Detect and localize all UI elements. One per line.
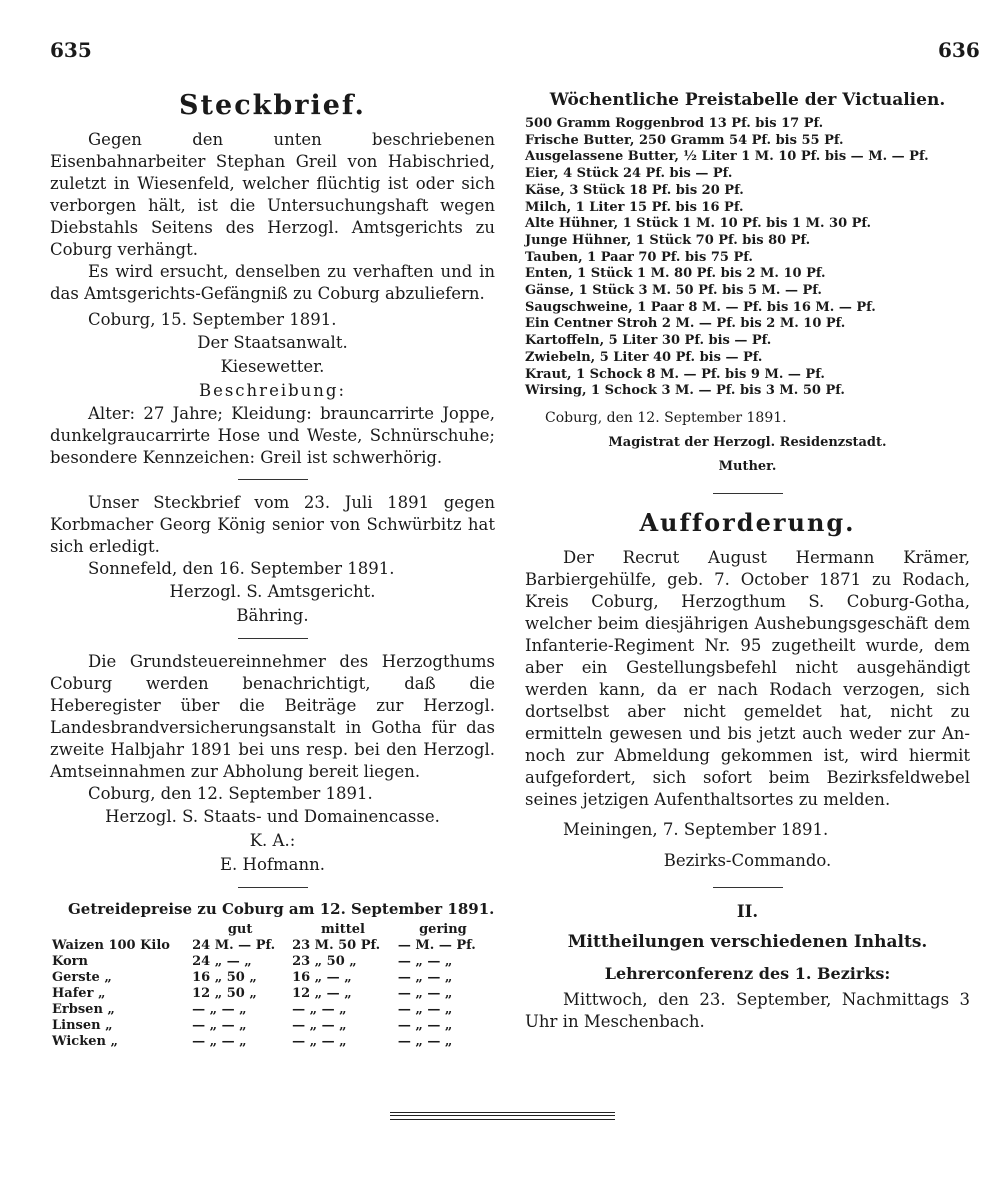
price-line: Tauben, 1 Paar 70 Pf. bis 75 Pf.: [525, 249, 753, 265]
steckbrief-paragraph-1: Gegen den unten beschriebenen Eisenbahnarbeiter Stephan Greil von Habischried, zuletzt in Wiesenfeld, welcher flüchtig ist oder sich verborgen hält, ist die Untersuchungshaft wegen Diebstahls Seitens des Herzogl. Amtsgerichts zu Coburg verhängt.: [50, 130, 495, 259]
grain-name: Wicken „: [52, 1034, 118, 1049]
steckbrief-erledigt-section: [50, 492, 495, 628]
erledigt-date: Sonnefeld, den 16. September 1891.: [88, 559, 395, 578]
table-row: [50, 938, 490, 954]
price-gut: — „ — „: [192, 1034, 247, 1049]
grain-name: Erbsen „: [52, 1002, 115, 1017]
price-line: Enten, 1 Stück 1 M. 80 Pf. bis 2 M. 10 Pf.: [525, 266, 826, 282]
steckbrief-section: [50, 90, 495, 469]
aufforderung-authority: Bezirks-Commando.: [663, 850, 832, 870]
price-line: Wirsing, 1 Schock 3 M. — Pf. bis 3 M. 50 Pf.: [525, 383, 845, 399]
aufforderung-title: Aufforderung.: [639, 507, 856, 537]
price-mittel: 23 „ 50 „: [292, 954, 357, 969]
preistabelle-signature: Muther.: [718, 458, 777, 474]
price-gering: — „ — „: [397, 986, 453, 1001]
grain-name: Linsen „: [52, 1018, 113, 1033]
table-row: [50, 970, 490, 986]
grain-name: Korn: [52, 954, 88, 969]
price-mittel: — „ — „: [292, 1018, 347, 1033]
price-gut: 24 M. — Pf.: [192, 938, 276, 953]
page-number-left: 635: [50, 38, 92, 62]
erledigt-authority: Herzogl. S. Amtsgericht.: [169, 582, 376, 601]
preistabelle-section: [525, 90, 970, 479]
price-line: Junge Hühner, 1 Stück 70 Pf. bis 80 Pf.: [525, 232, 811, 248]
price-mittel: 23 M. 50 Pf.: [292, 938, 381, 953]
price-mittel: — „ — „: [292, 1034, 347, 1049]
price-mittel: — „ — „: [292, 1002, 347, 1017]
price-gering: — „ — „: [397, 954, 453, 969]
closing-double-rule: [390, 1112, 615, 1120]
price-gering: — M. — Pf.: [397, 938, 476, 953]
grundsteuer-authority: Herzogl. S. Staats- und Domainencasse.: [105, 807, 440, 826]
grundsteuer-date: Coburg, den 12. September 1891.: [88, 784, 373, 803]
lehrerconferenz-text: Mittwoch, den 23. September, Nachmittags 3 Uhr in Meschenbach.: [525, 989, 970, 1031]
preistabelle-authority: Magistrat der Herzogl. Residenzstadt.: [608, 434, 887, 450]
price-line: Käse, 3 Stück 18 Pf. bis 20 Pf.: [525, 182, 744, 198]
getreide-section: [50, 900, 495, 1050]
steckbrief-description-heading: Beschreibung:: [198, 381, 347, 400]
getreide-table: [50, 922, 490, 1050]
price-line: Alte Hühner, 1 Stück 1 M. 10 Pf. bis 1 M. 30 Pf.: [525, 216, 872, 232]
col-header-gut: gut: [227, 922, 253, 937]
price-mittel: 16 „ — „: [292, 970, 352, 985]
preistabelle-title: Wöchentliche Preistabelle der Victualien.: [549, 90, 946, 110]
right-column: [525, 90, 970, 1033]
price-gut: — „ — „: [192, 1018, 247, 1033]
grain-name: Hafer „: [52, 986, 106, 1001]
price-line: Kraut, 1 Schock 8 M. — Pf. bis 9 M. — Pf.: [525, 366, 825, 382]
price-gering: — „ — „: [397, 1034, 453, 1049]
grain-name: Waizen 100 Kilo: [52, 938, 170, 953]
table-row: [50, 986, 490, 1002]
table-row: [50, 1034, 490, 1050]
price-gut: 24 „ — „: [192, 954, 252, 969]
steckbrief-authority: Der Staatsanwalt.: [197, 333, 348, 352]
section-two-title: Mittheilungen verschiedenen Inhalts.: [567, 931, 928, 952]
price-line: Kartoffeln, 5 Liter 30 Pf. bis — Pf.: [525, 333, 772, 349]
price-gut: 16 „ 50 „: [192, 970, 257, 985]
price-line: Ein Centner Stroh 2 M. — Pf. bis 2 M. 10 Pf.: [525, 316, 846, 332]
price-line: Saugschweine, 1 Paar 8 M. — Pf. bis 16 M. — Pf.: [525, 299, 876, 315]
price-line: Ausgelassene Butter, ½ Liter 1 M. 10 Pf. bis — M. — Pf.: [525, 149, 929, 165]
price-line: 500 Gramm Roggenbrod 13 Pf. bis 17 Pf.: [525, 116, 824, 131]
grundsteuer-section: [50, 651, 495, 877]
erledigt-paragraph: Unser Steckbrief vom 23. Juli 1891 gegen Korbmacher Georg König senior von Schwürbitz hat sich erledigt.: [50, 493, 495, 556]
col-header-gering: gering: [419, 922, 467, 937]
col-header-mittel: mittel: [321, 922, 365, 937]
lehrerconferenz-title: Lehrerconferenz des 1. Bezirks:: [604, 963, 891, 983]
grundsteuer-signature: E. Hofmann.: [220, 855, 325, 874]
price-mittel: 12 „ — „: [292, 986, 352, 1001]
left-column: [50, 90, 495, 1050]
divider: [238, 887, 308, 888]
divider: [713, 493, 783, 494]
getreide-heading: Getreidepreise zu Coburg am 12. September 1891.: [68, 900, 495, 918]
section-numeral: II.: [736, 901, 759, 921]
price-gut: 12 „ 50 „: [192, 986, 257, 1001]
price-line: Zwiebeln, 5 Liter 40 Pf. bis — Pf.: [525, 349, 763, 365]
grain-name: Gerste „: [52, 970, 112, 985]
erledigt-signature: Bähring.: [236, 606, 309, 625]
aufforderung-section: [525, 508, 970, 873]
section-two: [525, 900, 970, 1033]
price-gering: — „ — „: [397, 1002, 453, 1017]
steckbrief-description: Alter: 27 Jahre; Kleidung: brauncarrirte Joppe, dunkelgraucarrirte Hose und Weste, Schnürschuhe; besondere Kennzeichen: Greil ist schwerhörig.: [50, 404, 495, 467]
price-line: Frische Butter, 250 Gramm 54 Pf. bis 55 Pf.: [525, 132, 844, 148]
price-line: Milch, 1 Liter 15 Pf. bis 16 Pf.: [525, 199, 744, 215]
aufforderung-paragraph: Der Recrut August Hermann Krämer, Barbiergehülfe, geb. 7. October 1871 zu Rodach, Kreis Coburg, Herzogthum S. Coburg-Gotha, welcher beim diesjährigen Aushebungsgeschäft dem Infanterie-Regiment Nr. 95 zugetheilt wurde, dem aber ein Gestellungsbefehl nicht ausgehändigt werden kann, da er nach Rodach verzogen, sich dortselbst aber nicht gemeldet hat, nicht zu ermitteln gewesen und bis jetzt auch weder zur An- noch zur Abmeldung gekommen ist, wird hiermit aufgefordert, sich sofort beim Bezirksfeldwebel seines jetzigen Aufenthaltsortes zu melden.: [525, 547, 970, 809]
preistabelle-date: Coburg, den 12. September 1891.: [545, 409, 787, 426]
getreide-header-row: [50, 922, 490, 938]
table-row: [50, 1002, 490, 1018]
steckbrief-signature: Kiesewetter.: [220, 357, 325, 376]
price-line: Eier, 4 Stück 24 Pf. bis — Pf.: [525, 166, 733, 182]
table-row: [50, 954, 490, 970]
divider: [238, 638, 308, 639]
steckbrief-title: Steckbrief.: [179, 90, 366, 121]
price-gering: — „ — „: [397, 970, 453, 985]
grundsteuer-ka: K. A.:: [249, 831, 296, 850]
price-gut: — „ — „: [192, 1002, 247, 1017]
price-line: Gänse, 1 Stück 3 M. 50 Pf. bis 5 M. — Pf.: [525, 283, 822, 299]
aufforderung-date: Meiningen, 7. September 1891.: [563, 819, 829, 839]
divider: [238, 479, 308, 480]
steckbrief-date: Coburg, 15. September 1891.: [88, 310, 337, 329]
steckbrief-paragraph-2: Es wird ersucht, denselben zu verhaften und in das Amtsgerichts-Gefängniß zu Coburg abzuliefern.: [50, 262, 495, 303]
price-gering: — „ — „: [397, 1018, 453, 1033]
divider: [713, 887, 783, 888]
grundsteuer-paragraph: Die Grundsteuereinnehmer des Herzogthums Coburg werden benachrichtigt, daß die Heberegister über die Beiträge zur Herzogl. Landesbrandversicherungsanstalt in Gotha für das zweite Halbjahr 1891 bei uns resp. bei den Herzogl. Amtseinnahmen zur Abholung bereit liegen.: [50, 652, 495, 781]
table-row: [50, 1018, 490, 1034]
page-number-right: 636: [938, 38, 980, 62]
